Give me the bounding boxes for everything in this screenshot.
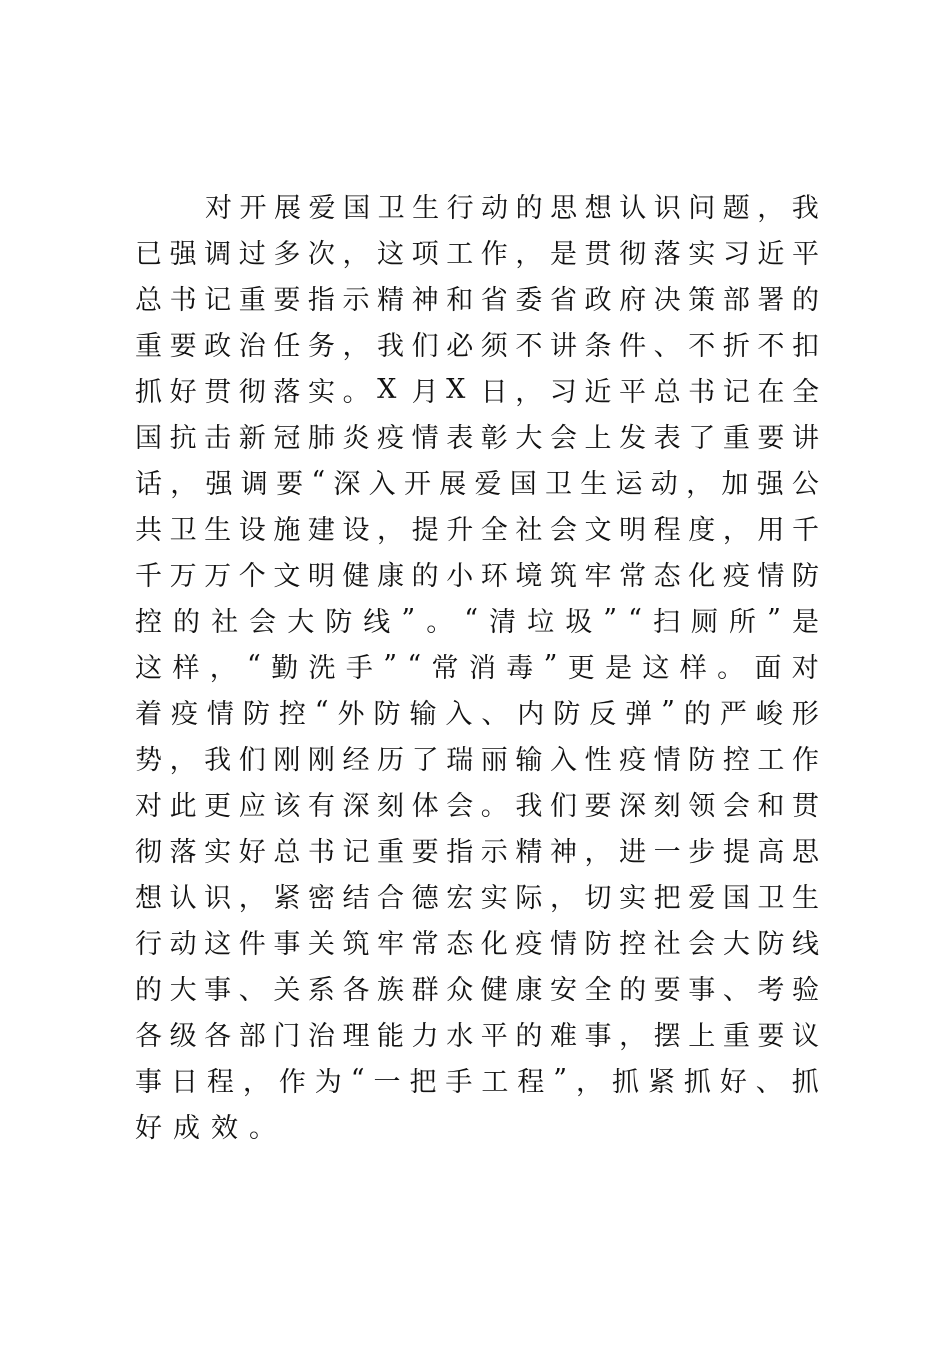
paragraph-line: 总 书 记 重 要 指 示 精 神 和 省 委 省 政 府 决 策 部 署 的 — [135, 284, 819, 316]
paragraph-line: 对 开 展 爱 国 卫 生 行 动 的 思 想 认 识 问 题 ， 我 — [205, 192, 819, 224]
paragraph-line: 各 级 各 部 门 治 理 能 力 水 平 的 难 事 ， 摆 上 重 要 议 — [135, 1020, 819, 1052]
paragraph-line: 已 强 调 过 多 次 ， 这 项 工 作 ， 是 贯 彻 落 实 习 近 平 — [135, 238, 819, 270]
paragraph-line: 共 卫 生 设 施 建 设 ， 提 升 全 社 会 文 明 程 度 ， 用 千 — [135, 514, 819, 546]
paragraph-line: 行 动 这 件 事 关 筑 牢 常 态 化 疫 情 防 控 社 会 大 防 线 — [135, 928, 819, 960]
paragraph-line: 抓 好 贯 彻 落 实 。 X 月 X 日 ， 习 近 平 总 书 记 在 全 — [135, 373, 819, 408]
paragraph-line: 对 此 更 应 该 有 深 刻 体 会 。 我 们 要 深 刻 领 会 和 贯 — [135, 790, 819, 822]
paragraph-line: 话 ， 强 调 要 “ 深 入 开 展 爱 国 卫 生 运 动 ， 加 强 公 — [135, 465, 819, 500]
paragraph-line: 千 万 万 个 文 明 健 康 的 小 环 境 筑 牢 常 态 化 疫 情 防 — [135, 560, 819, 592]
paragraph-line: 这 样 ， “ 勤 洗 手 ” “ 常 消 毒 ” 更 是 这 样 。 面 对 — [135, 649, 819, 684]
paragraph-line: 好 成 效 。 — [135, 1112, 276, 1144]
paragraph-line: 想 认 识 ， 紧 密 结 合 德 宏 实 际 ， 切 实 把 爱 国 卫 生 — [135, 882, 819, 914]
paragraph-line: 控 的 社 会 大 防 线 ” 。 “ 清 垃 圾 ” “ 扫 厕 所 ” 是 — [135, 603, 819, 638]
paragraph-line: 的 大 事 、 关 系 各 族 群 众 健 康 安 全 的 要 事 、 考 验 — [135, 974, 819, 1006]
body-paragraph — [135, 182, 819, 1148]
paragraph-line: 事 日 程 ， 作 为 “ 一 把 手 工 程 ” ， 抓 紧 抓 好 、 抓 — [135, 1063, 819, 1098]
paragraph-line: 势 ， 我 们 刚 刚 经 历 了 瑞 丽 输 入 性 疫 情 防 控 工 作 — [135, 744, 819, 776]
paragraph-line: 国 抗 击 新 冠 肺 炎 疫 情 表 彰 大 会 上 发 表 了 重 要 讲 — [135, 422, 819, 454]
paragraph-line: 彻 落 实 好 总 书 记 重 要 指 示 精 神 ， 进 一 步 提 高 思 — [135, 836, 819, 868]
paragraph-line: 重 要 政 治 任 务 ， 我 们 必 须 不 讲 条 件 、 不 折 不 扣 — [135, 330, 819, 362]
paragraph-line: 着 疫 情 防 控 “ 外 防 输 入 、 内 防 反 弹 ” 的 严 峻 形 — [135, 695, 819, 730]
